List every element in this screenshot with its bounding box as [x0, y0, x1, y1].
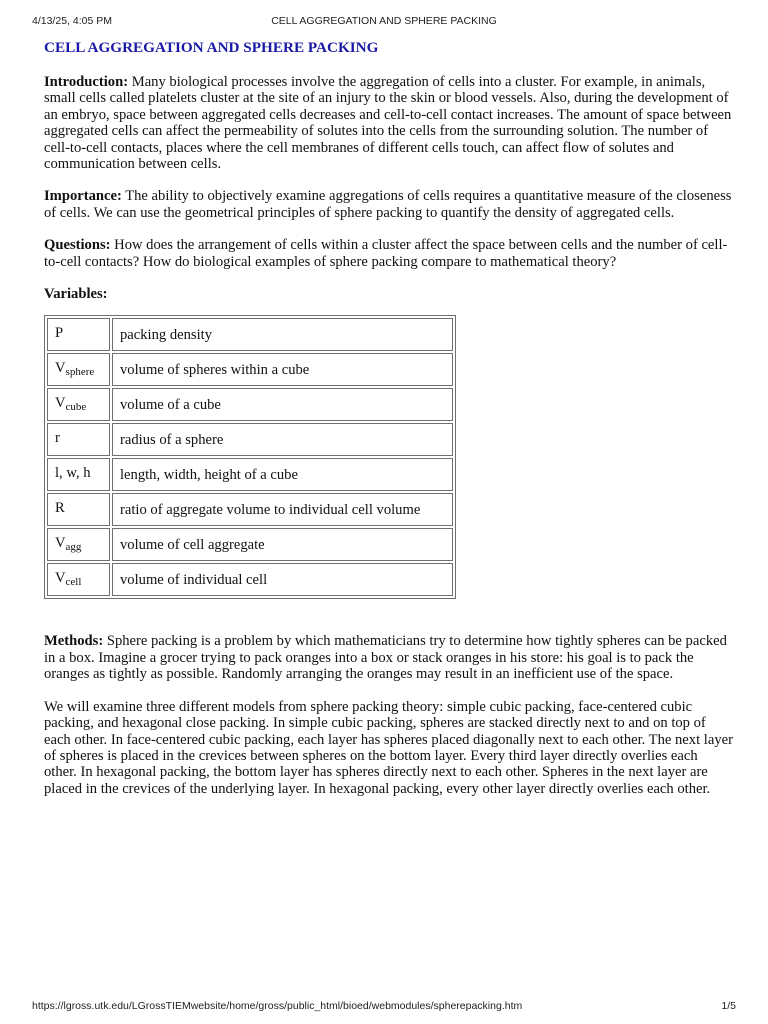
questions-paragraph [44, 237, 734, 270]
variable-symbol: $V_{cell}$ [47, 563, 110, 596]
variable-description: volume of spheres within a cube [112, 353, 453, 386]
introduction-paragraph [44, 74, 734, 172]
print-footer [32, 1000, 736, 1012]
variables-table [44, 315, 456, 599]
importance-paragraph [44, 188, 734, 221]
methods-text: Sphere packing is a problem by which mathematicians try to determine how tightly spheres can be packed in a box. Imagine a grocer trying to pack oranges into a box or stack oranges in his store: his goal is to pack the oranges as tightly as possible. Randomly arranging the oranges may result in an inefficient use of the space. [44, 633, 727, 683]
questions-text: How does the arrangement of cells within a cluster affect the space between cells and the number of cell-to-cell contacts? How do biological examples of sphere packing compare to mathematical theory? [44, 237, 728, 270]
variable-symbol: r [47, 423, 110, 456]
variable-symbol: $V_{sphere}$ [47, 353, 110, 386]
variables-heading: Variables: [44, 286, 108, 303]
variable-description: ratio of aggregate volume to individual cell volume [112, 493, 453, 526]
variable-description: volume of cell aggregate [112, 528, 453, 561]
variable-symbol: R [47, 493, 110, 526]
table-row [47, 318, 453, 351]
methods-label: Methods: [44, 633, 104, 650]
variable-description: volume of individual cell [112, 563, 453, 596]
table-row [47, 353, 453, 386]
table-row [47, 458, 453, 491]
print-timestamp: 4/13/25, 4:05 PM [32, 15, 112, 27]
introduction-text: Many biological processes involve the aggregation of cells into a cluster. For example, in animals, small cells called platelets cluster at the site of an injury to the skin or blood vessels. Also, during the development of an embryo, space between aggregated cells decreases and cell-to-cell contact increases. The amount of space between aggregated cells can affect the permeability of solutes into the cells from the surrounding solution. The number of cell-to-cell contacts, places where the cell membranes of different cells touch, can affect flow of solutes and communication between cells. [44, 74, 732, 173]
methods-paragraph [44, 633, 734, 682]
importance-label: Importance: [44, 188, 122, 205]
page-number: 1/5 [721, 1000, 736, 1012]
variable-symbol: l, w, h [47, 458, 110, 491]
introduction-label: Introduction: [44, 74, 129, 90]
variable-description: length, width, height of a cube [112, 458, 453, 491]
page-url: https://lgross.utk.edu/LGrossTIEMwebsite/home/gross/public_html/bioed/webmodules/spherepacking.htm [32, 1000, 523, 1012]
models-paragraph: We will examine three different models from sphere packing theory: simple cubic packing, face-centered cubic packing, and hexagonal close packing. In simple cubic packing, spheres are stacked directly next to and on top of each other. In face-centered cubic packing, each layer has spheres placed diagonally next to each other. The next layer of spheres is placed in the crevices between spheres on the bottom layer. Every third layer directly overlies each other. In hexagonal packing, the bottom layer has spheres directly next to each other. Spheres in the next layer are placed in the crevices of the underlying layer. In hexagonal packing, every other layer directly overlies each other. [44, 698, 733, 797]
document-body [44, 38, 734, 813]
table-row [47, 493, 453, 526]
variable-description: volume of a cube [112, 388, 453, 421]
table-row [47, 528, 453, 561]
table-row [47, 423, 453, 456]
print-page-title: CELL AGGREGATION AND SPHERE PACKING [271, 15, 497, 27]
table-row [47, 563, 453, 596]
variable-symbol: $V_{cube}$ [47, 388, 110, 421]
document-title: CELL AGGREGATION AND SPHERE PACKING [44, 39, 379, 56]
table-row [47, 388, 453, 421]
questions-label: Questions: [44, 237, 111, 254]
variable-symbol: $V_{agg}$ [47, 528, 110, 561]
variable-description: packing density [112, 318, 453, 351]
importance-text: The ability to objectively examine aggregations of cells requires a quantitative measure of the closeness of cells. We can use the geometrical principles of sphere packing to quantify the density of aggregated cells. [44, 188, 732, 221]
variable-symbol: P [47, 318, 110, 351]
variable-description: radius of a sphere [112, 423, 453, 456]
